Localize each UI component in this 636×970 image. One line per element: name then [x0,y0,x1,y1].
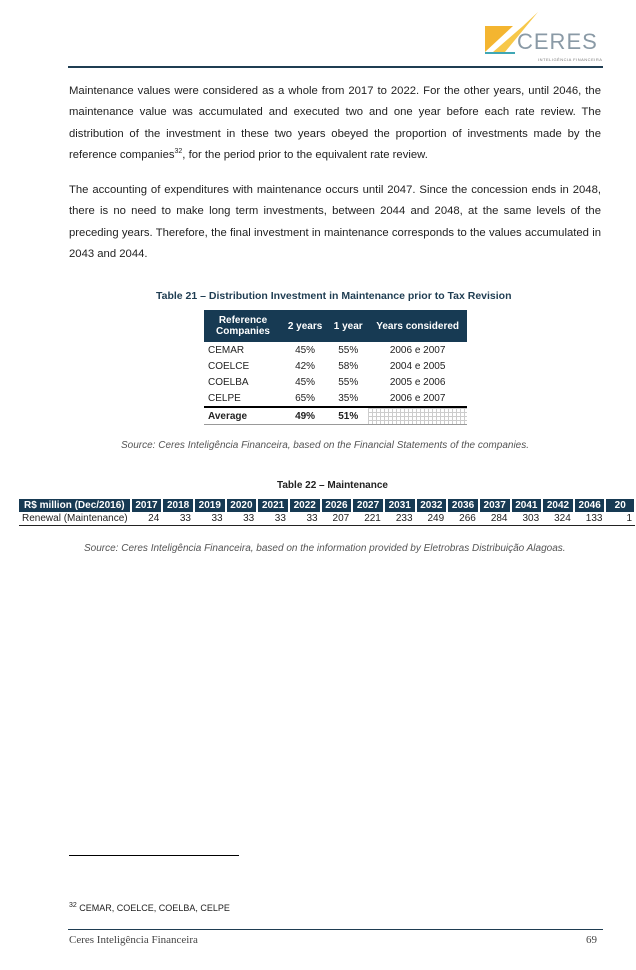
col-header: 2021 [257,499,289,512]
page-number: 69 [586,934,597,946]
table-21 [204,310,467,425]
cell: 33 [289,512,321,526]
footer-text: Ceres Inteligência Financeira [69,934,198,946]
footnote-number: 32 [69,902,77,909]
col-header: 2037 [479,499,511,512]
table-22 [19,499,636,526]
col-header: 2022 [289,499,321,512]
footnote-separator [69,855,239,856]
cell: 2005 e 2006 [389,376,446,388]
table-row [204,358,467,374]
cell: CELPE [208,392,241,404]
col-header: 2026 [321,499,353,512]
cell: 284 [479,512,511,526]
cell: 221 [352,512,384,526]
col-header: 2046 [574,499,606,512]
cell: 51% [328,407,368,425]
cell: 2004 e 2005 [389,360,446,372]
logo-subtitle: INTELIGÊNCIA FINANCEIRA [538,57,603,62]
cell: 2006 e 2007 [389,344,446,356]
table21-caption: Table 21 – Distribution Investment in Maintenance prior to Tax Revision [156,290,512,302]
col-header: Reference Companies [204,310,282,342]
col-header: 2027 [352,499,384,512]
table-row [19,512,635,526]
cell: 2006 e 2007 [389,392,446,404]
col-header: 2032 [416,499,448,512]
paragraph-text: , for the period prior to the equivalent rate review. [182,148,428,161]
col-header: 2041 [511,499,543,512]
cell: 55% [338,344,359,356]
cell: 133 [574,512,606,526]
cell: 33 [226,512,258,526]
table-22-container [19,499,636,526]
cell: 303 [511,512,543,526]
cell: 33 [194,512,226,526]
paragraph-1 [69,81,601,166]
cell: Renewal (Maintenance) [19,512,131,526]
logo-text: CERES [517,29,598,54]
col-header: Years considered [368,310,467,342]
cell: 24 [131,512,163,526]
col-header: R$ million (Dec/2016) [19,499,131,512]
table-row [204,390,467,407]
table-row [204,342,467,358]
cell: 35% [338,392,359,404]
average-row [204,407,467,425]
cell: 33 [257,512,289,526]
col-header: 2036 [447,499,479,512]
cell: 58% [338,360,359,372]
cell: 207 [321,512,353,526]
col-header: 2019 [194,499,226,512]
col-header: 2020 [226,499,258,512]
footnote [69,903,230,913]
col-header: 2018 [162,499,194,512]
footnote-text: CEMAR, COELCE, COELBA, CELPE [76,903,230,913]
footnote-ref: 32 [174,148,183,156]
footer-rule [68,929,603,930]
cell: 42% [295,360,316,372]
col-header: 2017 [131,499,163,512]
body-text [69,81,601,279]
col-header: 1 year [328,310,368,342]
cell: 233 [384,512,416,526]
col-header: 2 years [282,310,328,342]
cell: 65% [295,392,316,404]
cell: COELCE [208,360,250,372]
table21-source: Source: Ceres Inteligência Financeira, based on the Financial Statements of the companies. [121,440,530,451]
empty-cell [368,407,467,425]
table22-source: Source: Ceres Inteligência Financeira, based on the information provided by Eletrobras Distribuição Alagoas. [84,543,566,554]
cell: 33 [162,512,194,526]
cell: Average [204,407,282,425]
cell: 49% [282,407,328,425]
header-rule [68,66,603,68]
cell: 1 [605,512,635,526]
cell: 45% [295,376,316,388]
cell: 324 [542,512,574,526]
col-header: 2031 [384,499,416,512]
paragraph-text: Maintenance values were considered as a whole from 2017 to 2022. For the other years, until 2046, the maintenance value was accumulated and executed two and one year before each rate review. The distribution of the investment in these two years obeyed the proportion of investments made by the reference companies [69,85,601,161]
cell: 249 [416,512,448,526]
cell: COELBA [208,376,249,388]
col-header: 2042 [542,499,574,512]
table-row [204,374,467,390]
cell: 266 [447,512,479,526]
table22-caption: Table 22 – Maintenance [277,480,388,491]
cell: CEMAR [208,344,245,356]
cell: 45% [295,344,316,356]
col-header: 20 [605,499,635,512]
paragraph-2: The accounting of expenditures with maintenance occurs until 2047. Since the concession ends in 2048, there is no need to make long term investments, between 2044 and 2048, at the same levels of the preceding years. Therefore, the final investment in maintenance corresponds to the values accumulated in 2043 and 2044. [69,184,601,261]
cell: 55% [338,376,359,388]
